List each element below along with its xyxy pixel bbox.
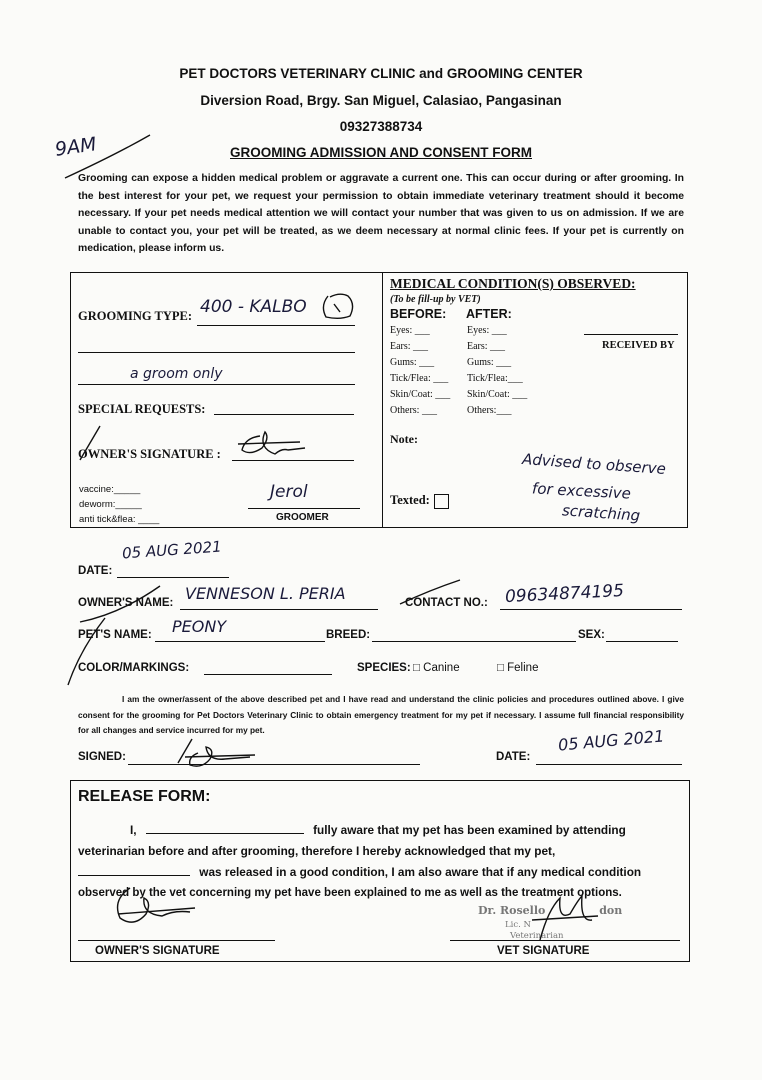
consent-date-value[interactable]: 05 AUG 2021 — [557, 726, 665, 755]
medical-subtitle: (To be fill-up by VET) — [390, 294, 481, 305]
vet-sig-line[interactable] — [450, 940, 680, 941]
clinic-phone: 09327388734 — [339, 119, 423, 134]
after-others[interactable]: Others:___ — [467, 405, 512, 416]
color-label: COLOR/MARKINGS: — [78, 662, 190, 674]
color-line[interactable] — [204, 674, 332, 675]
release-name-line[interactable] — [146, 821, 304, 834]
date-label: DATE: — [78, 565, 113, 577]
release-p3-end: was released in a good condition, I am also aware that if any medical condition — [199, 865, 642, 879]
grooming-line-3 — [78, 384, 355, 385]
received-by-label: RECEIVED BY — [602, 340, 675, 351]
details-slash-marks — [60, 574, 480, 634]
species-feline-option[interactable]: □ Feline — [497, 662, 539, 674]
medical-title: MEDICAL CONDITION(S) OBSERVED: — [390, 276, 636, 291]
special-requests-line — [214, 414, 354, 415]
release-line-4: observed by the vet concerning my pet have been explained to me as well as the treatment options. — [78, 887, 622, 899]
vet-signature-scribble — [520, 890, 610, 950]
release-i: I, — [130, 823, 137, 837]
groomer-signature[interactable]: Jerol — [270, 482, 308, 502]
after-gums[interactable]: Gums: ___ — [467, 357, 512, 368]
sex-label: SEX: — [578, 629, 605, 641]
pet-slash-mark — [60, 610, 120, 690]
after-eyes[interactable]: Eyes: ___ — [467, 325, 507, 336]
texted-label: Texted: — [390, 493, 430, 507]
grooming-type-value[interactable]: 400 - KALBO — [200, 297, 307, 317]
texted-checkbox[interactable] — [434, 494, 449, 509]
vet-stamp-name-start: Dr. Rosello — [478, 904, 546, 917]
before-tickflea[interactable]: Tick/Flea: ___ — [390, 373, 449, 384]
owner-name-label: OWNER'S NAME: — [78, 597, 174, 609]
after-ears[interactable]: Ears: ___ — [467, 341, 506, 352]
note-line-1[interactable]: Advised to observe — [521, 449, 667, 479]
contact-label: CONTACT NO.: — [405, 597, 488, 609]
box-divider — [382, 272, 383, 528]
breed-label: BREED: — [326, 629, 371, 641]
special-requests-label: SPECIAL REQUESTS: — [78, 402, 206, 416]
species-canine-option[interactable]: □ Canine — [413, 662, 460, 674]
pet-name-value[interactable]: PEONY — [172, 617, 227, 636]
pet-name-label: PET'S NAME: — [78, 629, 152, 641]
grooming-type-line — [197, 325, 355, 326]
release-owner-sig-label: OWNER'S SIGNATURE — [95, 945, 220, 957]
vet-stamp-title: Veterinarian — [510, 931, 564, 941]
release-line-1 — [78, 820, 684, 841]
vet-stamp-license: Lic. N — [505, 920, 531, 930]
breed-line[interactable] — [372, 641, 576, 642]
before-label: BEFORE: — [390, 307, 447, 321]
received-by-line[interactable] — [584, 334, 678, 335]
clinic-address: Diversion Road, Brgy. San Miguel, Calasiao, Pangasinan — [200, 93, 562, 108]
after-tickflea[interactable]: Tick/Flea:___ — [467, 373, 523, 384]
intro-paragraph: Grooming can expose a hidden medical problem or aggravate a current one. This can occur during or after grooming. In the best interest for your pet, we request your permission to obtain immediate veterinary treatment should it become necessary. If your pet needs medical attention we will contact your number that was given to us on admission. If we are unable to contact you, your pet will be treated, as we deem necessary at normal clinic fees. If your pet is currently on medication, please inform us. — [78, 173, 684, 254]
after-skincoat[interactable]: Skin/Coat: ___ — [467, 389, 528, 400]
before-eyes[interactable]: Eyes: ___ — [390, 325, 430, 336]
vaccine-label: vaccine:_____ — [79, 484, 141, 495]
contact-line — [500, 609, 682, 610]
circled-mark — [318, 292, 358, 322]
release-owner-signature-scribble — [100, 880, 210, 935]
date-value[interactable]: 05 AUG 2021 — [121, 537, 223, 563]
owner-signature-scribble — [60, 418, 360, 468]
grooming-line-3-value[interactable]: a groom only — [130, 366, 223, 382]
contact-value[interactable]: 09634874195 — [504, 580, 625, 608]
vet-stamp-name-end: don — [599, 904, 623, 917]
consent-date-label: DATE: — [496, 751, 531, 763]
note-line-3[interactable]: scratching — [561, 501, 641, 525]
after-label: AFTER: — [466, 307, 512, 321]
grooming-line-2 — [78, 352, 355, 353]
note-line-2[interactable]: for excessive — [531, 479, 632, 503]
texted-field[interactable] — [390, 493, 449, 509]
form-title: GROOMING ADMISSION AND CONSENT FORM — [230, 145, 532, 160]
consent-paragraph: I am the owner/assent of the above described pet and I have read and understand the clinic policies and procedures outlined above. I give consent for the grooming for Pet Doctors Veterinary Clinic to obtain emergency treatment for my pet if necessary. I assume full financial responsibility for all changes and service incurred for my pet. — [78, 694, 684, 735]
before-skincoat[interactable]: Skin/Coat: ___ — [390, 389, 451, 400]
release-title: RELEASE FORM: — [78, 788, 211, 805]
owner-name-value[interactable]: VENNESON L. PERIA — [185, 584, 346, 603]
owner-signature-label: OWNER'S SIGNATURE : — [78, 447, 221, 461]
groomer-label: GROOMER — [276, 512, 329, 523]
release-p1-end: fully aware that my pet has been examined by attending — [313, 823, 626, 837]
groomer-line — [248, 508, 360, 509]
pet-name-line — [155, 641, 325, 642]
deworm-label: deworm:_____ — [79, 499, 142, 510]
before-others[interactable]: Others: ___ — [390, 405, 437, 416]
sex-line[interactable] — [606, 641, 678, 642]
before-gums[interactable]: Gums: ___ — [390, 357, 435, 368]
release-pet-line[interactable] — [78, 863, 190, 876]
grooming-type-label: GROOMING TYPE: — [78, 309, 193, 323]
release-line-2: veterinarian before and after grooming, therefore I hereby acknowledged that my pet, — [78, 844, 556, 858]
signed-label: SIGNED: — [78, 751, 126, 763]
antitick-label: anti tick&flea: ____ — [79, 514, 160, 525]
signed-line[interactable] — [128, 764, 420, 765]
clinic-name: PET DOCTORS VETERINARY CLINIC and GROOMING CENTER — [179, 66, 583, 81]
species-label: SPECIES: — [357, 662, 411, 674]
release-owner-sig-line[interactable] — [78, 940, 275, 941]
margin-time-note: 9AM — [53, 133, 98, 161]
before-ears[interactable]: Ears: ___ — [390, 341, 429, 352]
vet-sig-label: VET SIGNATURE — [497, 945, 590, 957]
note-label: Note: — [390, 432, 418, 446]
consent-date-line — [536, 764, 682, 765]
